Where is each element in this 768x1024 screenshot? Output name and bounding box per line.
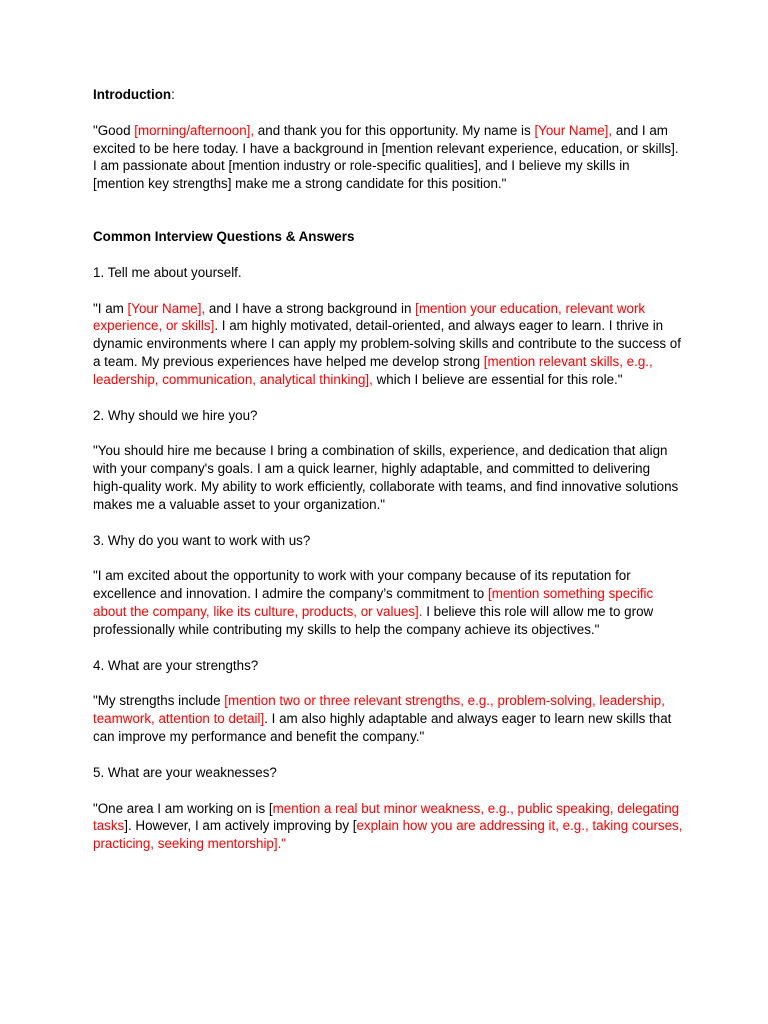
answer-5-placeholder-improvement: explain how you are addressing it, e.g., taking courses, practicing, seeking mentorship]." bbox=[93, 818, 683, 852]
answer-3-text-1: "I am excited about the opportunity to work with your company because of its reputation for excellence and innovation. I admire the company’s commitment to bbox=[93, 568, 631, 602]
answer-1-text-4: which I believe are essential for this role." bbox=[372, 371, 623, 387]
question-2: 2. Why should we hire you? bbox=[93, 407, 258, 423]
qa-heading-text: Common Interview Questions & Answers bbox=[93, 228, 355, 244]
document-page bbox=[93, 86, 683, 853]
intro-text-3: and I am excited to be here today. I have a background in [mention relevant experience, education, or skills]. I am passionate about [mention industry or role-specific qualities], and I believe my skills in [mention key strengths] make me a strong candidate for this position." bbox=[93, 122, 679, 192]
question-3: 3. Why do you want to work with us? bbox=[93, 532, 311, 548]
answer-3 bbox=[93, 567, 683, 638]
introduction-heading bbox=[93, 86, 683, 104]
answer-2: "You should hire me because I bring a combination of skills, experience, and dedication that align with your company's goals. I am a quick learner, highly adaptable, and committed to delivering high-quality work. My ability to work efficiently, collaborate with teams, and find innovative solutions makes me a valuable asset to your organization." bbox=[93, 443, 679, 512]
introduction-heading-colon: : bbox=[171, 87, 175, 102]
answer-4-text-1: "My strengths include bbox=[93, 693, 225, 709]
intro-placeholder-greeting: [morning/afternoon], bbox=[134, 122, 255, 138]
question-1: 1. Tell me about yourself. bbox=[93, 264, 242, 280]
answer-1-text-3: . I am highly motivated, detail-oriented, and always eager to learn. I thrive in dynamic environments where I can apply my problem-solving skills and contribute to the success of a team. My previous experiences have helped me develop strong bbox=[93, 318, 681, 369]
answer-4 bbox=[93, 692, 683, 745]
answer-3-text-2: I believe this role will allow me to grow professionally while contributing my skills to help the company achieve its objectives." bbox=[93, 603, 654, 637]
question-5: 5. What are your weaknesses? bbox=[93, 764, 277, 780]
answer-1-text-2: and I have a strong background in bbox=[205, 300, 416, 316]
question-4: 4. What are your strengths? bbox=[93, 657, 259, 673]
intro-text-2: and thank you for this opportunity. My name is bbox=[254, 122, 535, 138]
answer-1 bbox=[93, 300, 683, 389]
answer-3-placeholder-company: [mention something specific about the company, like its culture, products, or values]. bbox=[93, 586, 654, 619]
answer-1-text-1: "I am bbox=[93, 300, 128, 316]
introduction-paragraph bbox=[93, 122, 683, 193]
answer-5-text-2: ]. However, I am actively improving by [ bbox=[124, 818, 357, 834]
answer-5-placeholder-weakness: mention a real but minor weakness, e.g., public speaking, delegating tasks bbox=[93, 800, 680, 834]
intro-placeholder-name: [Your Name], bbox=[534, 122, 613, 138]
answer-4-text-2: . I am also highly adaptable and always eager to learn new skills that can improve my performance and benefit the company." bbox=[93, 711, 672, 744]
answer-4-placeholder-strengths: [mention two or three relevant strengths, e.g., problem-solving, leadership, teamwork, attention to detail] bbox=[93, 693, 665, 727]
answer-1-placeholder-skills: [mention relevant skills, e.g., leadership, communication, analytical thinking], bbox=[93, 353, 653, 387]
answer-1-placeholder-name: [Your Name], bbox=[127, 300, 206, 316]
answer-1-placeholder-background: [mention your education, relevant work experience, or skills] bbox=[93, 300, 646, 334]
qa-heading bbox=[93, 228, 683, 246]
introduction-heading-text: Introduction bbox=[93, 87, 172, 102]
answer-5-text-1: "One area I am working on is [ bbox=[93, 800, 273, 816]
answer-5 bbox=[93, 800, 683, 853]
intro-text-1: "Good bbox=[93, 122, 135, 138]
